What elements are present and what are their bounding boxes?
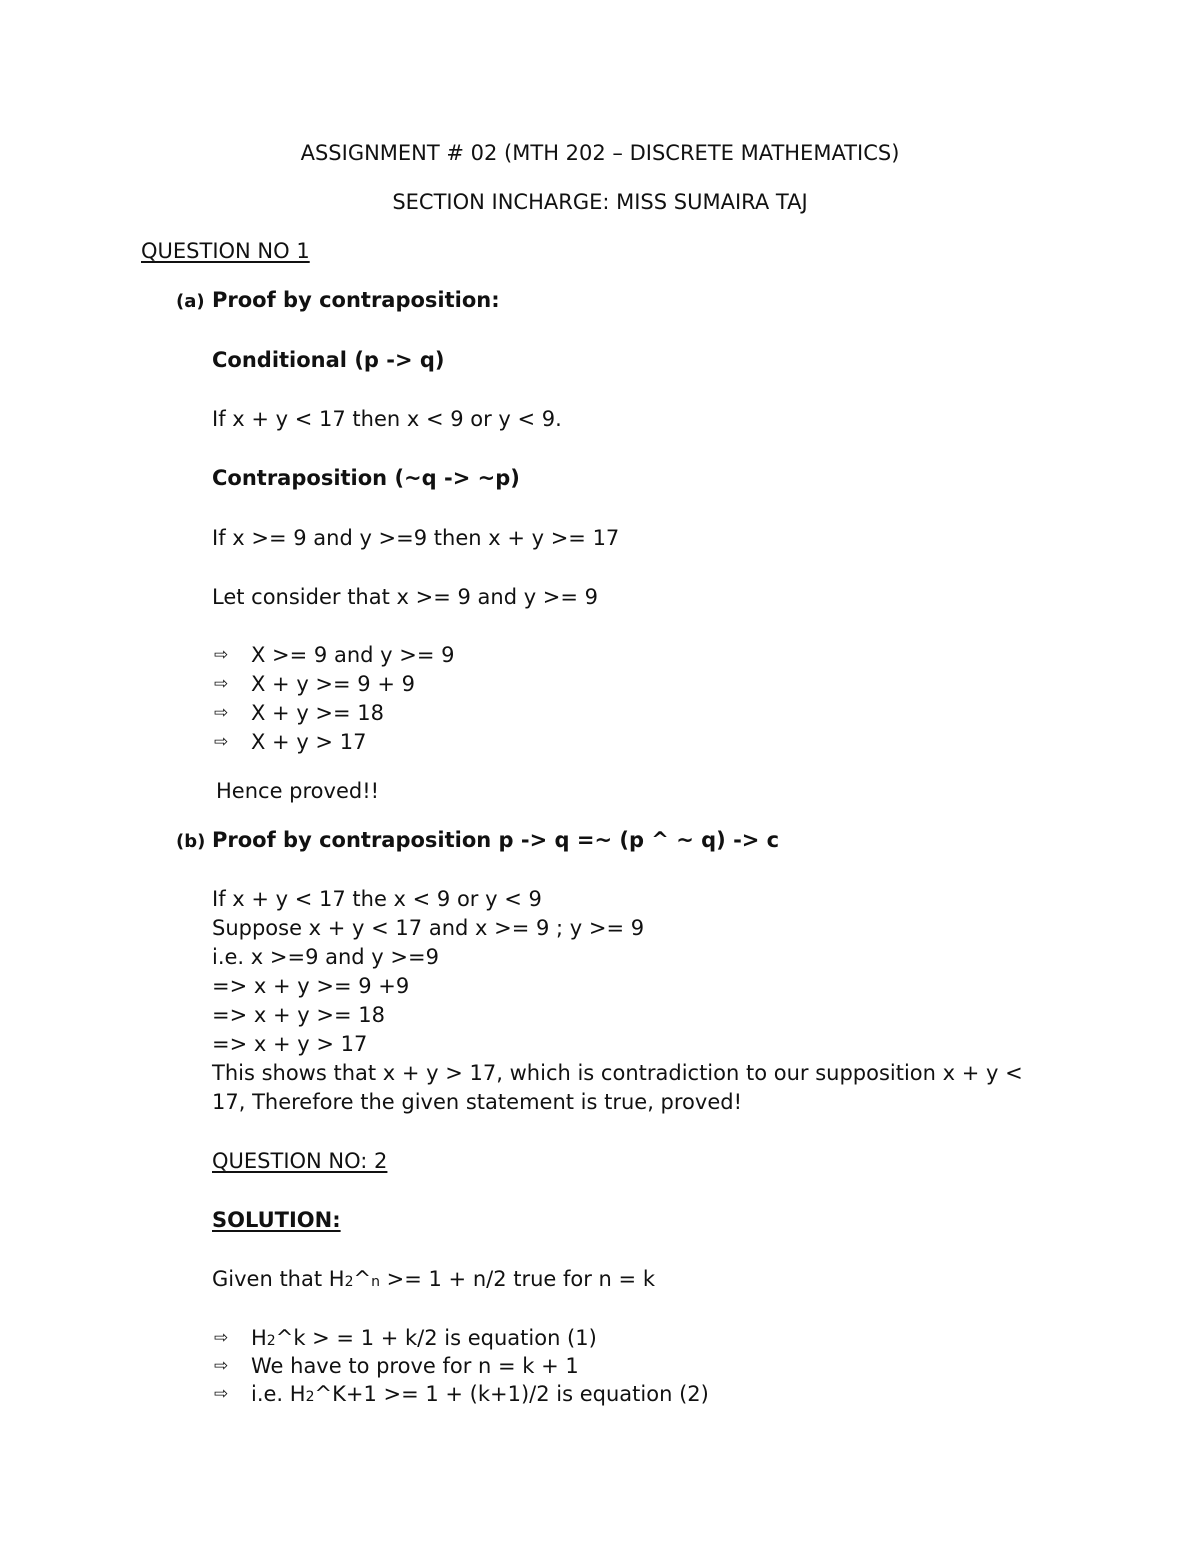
proof-line: => x + y > 17 <box>212 1032 368 1056</box>
question-1-heading: QUESTION NO 1 <box>141 239 310 263</box>
conditional-text: If x + y < 17 then x < 9 or y < 9. <box>212 407 562 431</box>
step-line <box>251 1384 709 1405</box>
arrow-icon: ⇨ <box>214 732 229 752</box>
proof-line: If x + y < 17 the x < 9 or y < 9 <box>212 887 542 911</box>
step-text: ^K+1 >= 1 + (k+1)/2 is equation (2) <box>314 1382 709 1406</box>
proof-line: 17, Therefore the given statement is true, proved! <box>212 1090 743 1114</box>
part-b-label: (b) <box>176 831 206 852</box>
hence-proved: Hence proved!! <box>216 779 380 803</box>
step-line: X >= 9 and y >= 9 <box>251 643 455 667</box>
proof-line: => x + y >= 18 <box>212 1003 385 1027</box>
contraposition-text: If x >= 9 and y >=9 then x + y >= 17 <box>212 526 620 550</box>
part-a-label: (a) <box>176 291 205 312</box>
step-text: ^k > = 1 + k/2 is equation (1) <box>275 1326 597 1350</box>
given-pre: Given that H <box>212 1267 345 1291</box>
arrow-icon: ⇨ <box>214 645 229 665</box>
step-line: X + y >= 9 + 9 <box>251 672 415 696</box>
step-text: i.e. H <box>251 1382 306 1406</box>
given-text <box>212 1269 655 1290</box>
let-consider-text: Let consider that x >= 9 and y >= 9 <box>212 585 599 609</box>
arrow-icon: ⇨ <box>214 1384 229 1404</box>
step-line: X + y > 17 <box>251 730 367 754</box>
part-b-title: Proof by contraposition p -> q =~ (p ^ ~ q) -> c <box>212 828 780 852</box>
step-subscript: 2 <box>305 1389 315 1405</box>
contraposition-heading: Contraposition (~q -> ~p) <box>212 466 520 490</box>
arrow-icon: ⇨ <box>214 1328 229 1348</box>
arrow-icon: ⇨ <box>214 703 229 723</box>
step-line <box>251 1328 597 1349</box>
step-line: We have to prove for n = k + 1 <box>251 1354 579 1378</box>
given-sub-1: 2 <box>344 1274 354 1290</box>
section-incharge: SECTION INCHARGE: MISS SUMAIRA TAJ <box>392 190 808 214</box>
given-post: >= 1 + n/2 true for n = k <box>379 1267 655 1291</box>
part-a-title: Proof by contraposition: <box>212 288 500 312</box>
conditional-heading: Conditional (p -> q) <box>212 348 445 372</box>
given-sub-2: n <box>371 1274 380 1290</box>
proof-line: i.e. x >=9 and y >=9 <box>212 945 439 969</box>
given-caret: ^ <box>353 1267 372 1291</box>
assignment-title: ASSIGNMENT # 02 (MTH 202 – DISCRETE MATHEMATICS) <box>300 141 900 165</box>
arrow-icon: ⇨ <box>214 1356 229 1376</box>
step-text: H <box>251 1326 267 1350</box>
step-line: X + y >= 18 <box>251 701 385 725</box>
question-2-heading: QUESTION NO: 2 <box>212 1149 388 1173</box>
step-subscript: 2 <box>266 1333 276 1349</box>
proof-line: This shows that x + y > 17, which is contradiction to our supposition x + y < <box>212 1061 1023 1085</box>
solution-heading: SOLUTION: <box>212 1208 341 1232</box>
arrow-icon: ⇨ <box>214 674 229 694</box>
proof-line: Suppose x + y < 17 and x >= 9 ; y >= 9 <box>212 916 645 940</box>
proof-line: => x + y >= 9 +9 <box>212 974 410 998</box>
